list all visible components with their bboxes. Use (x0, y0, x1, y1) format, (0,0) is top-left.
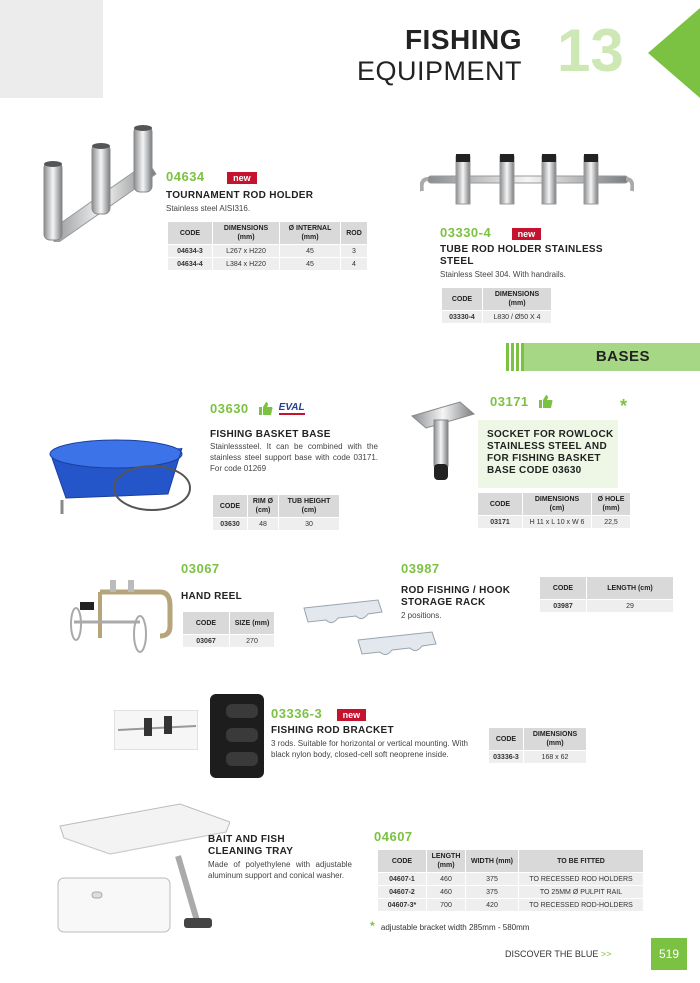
page-title (330, 24, 522, 86)
cell: L267 x H220 (213, 245, 279, 257)
fishing-basket-photo (42, 418, 198, 518)
footer-tagline-text: DISCOVER THE BLUE (505, 949, 599, 959)
cell: L830 / Ø50 X 4 (483, 311, 551, 323)
cell: 420 (466, 899, 518, 911)
thumbs-up-icon (259, 402, 273, 415)
col-header: CODE (442, 288, 482, 310)
table-row (378, 886, 643, 898)
product-code-03630: 03630 (210, 401, 249, 416)
col-header: CODE (378, 850, 426, 872)
cell: 03630 (213, 518, 247, 530)
col-header: DIMENSIONS (mm) (483, 288, 551, 310)
hand-reel-photo (70, 578, 174, 658)
product-desc-03630: Stainlesssteel. It can be combined with the stainless steel support base with code 03171. For code 01269 (210, 442, 378, 473)
spec-table-04634 (167, 221, 368, 271)
product-title-03336-3: FISHING ROD BRACKET (271, 725, 394, 736)
cell: 375 (466, 886, 518, 898)
new-badge: new (512, 228, 542, 240)
col-header: SIZE (mm) (230, 612, 274, 634)
table-row (540, 600, 673, 612)
spec-table-04607 (377, 849, 644, 912)
cell: 460 (427, 886, 465, 898)
table-row (378, 873, 643, 885)
cell: 168 x 62 (524, 751, 586, 763)
cell: 3 (341, 245, 367, 257)
chapter-arrow-shape (648, 8, 700, 98)
page-title-line2: EQUIPMENT (356, 56, 522, 86)
spec-table-03330-4 (441, 287, 552, 324)
cell: 48 (248, 518, 278, 530)
col-header: LENGTH (cm) (587, 577, 673, 599)
page-number-box (651, 938, 687, 970)
cell: 04634-4 (168, 258, 212, 270)
table-row (442, 311, 551, 323)
cell: 03171 (478, 516, 522, 528)
title-line: STORAGE RACK (401, 597, 486, 608)
page-number: 519 (658, 947, 680, 961)
product-title-04607 (208, 834, 293, 858)
product-desc-04607: Made of polyethylene with adjustable aluminum support and conical washer. (208, 860, 352, 880)
table-row (213, 518, 339, 530)
cleaning-tray-photo (50, 796, 230, 936)
table-row (378, 899, 643, 911)
footnote (370, 919, 529, 933)
cell: 4 (341, 258, 367, 270)
cell: 700 (427, 899, 465, 911)
table-row (489, 751, 586, 763)
header-grey-block (0, 0, 103, 98)
bases-section-bar (506, 343, 700, 371)
product-title-03630: FISHING BASKET BASE (210, 429, 331, 440)
product-title-03171: SOCKET FOR ROWLOCK STAINLESS STEEL AND FOR FISHING BASKET BASE CODE 03630 (487, 429, 614, 476)
rod-bracket-photo (206, 690, 268, 782)
cell: 45 (280, 245, 340, 257)
bases-label: BASES (595, 348, 650, 365)
product-code-03171: 03171 (490, 394, 529, 409)
cell: 30 (279, 518, 339, 530)
cell: H 11 x L 10 x W 6 (523, 516, 591, 528)
product-title-04634: TOURNAMENT ROD HOLDER (166, 190, 314, 201)
col-header: TUB HEIGHT (cm) (279, 495, 339, 517)
cell: 375 (466, 873, 518, 885)
cell: 29 (587, 600, 673, 612)
table-row (168, 258, 367, 270)
cell: 03067 (183, 635, 229, 647)
col-header: DIMENSIONS (cm) (523, 493, 591, 515)
cell: TO 25MM Ø PULPIT RAIL (519, 886, 643, 898)
cell: 03330-4 (442, 311, 482, 323)
col-header: Ø INTERNAL (mm) (280, 222, 340, 244)
product-code-03067: 03067 (181, 561, 220, 576)
rod-bracket-inset-photo (114, 710, 198, 750)
tournament-rod-holder-photo (38, 122, 162, 242)
col-header: ROD (341, 222, 367, 244)
title-line: BAIT AND FISH (208, 834, 285, 845)
cell: 03336-3 (489, 751, 523, 763)
cell: 45 (280, 258, 340, 270)
product-title-03987 (401, 585, 510, 609)
col-header: CODE (478, 493, 522, 515)
tube-rod-holder-photo (420, 150, 634, 210)
title-line: CLEANING TRAY (208, 846, 294, 857)
col-header: RIM Ø (cm) (248, 495, 278, 517)
cell: L384 x H220 (213, 258, 279, 270)
col-header: DIMENSIONS (mm) (524, 728, 586, 750)
spec-table-03067 (182, 611, 275, 648)
product-title-03330-4 (440, 244, 603, 268)
footer-tagline (505, 949, 611, 959)
table-row (168, 245, 367, 257)
col-header: CODE (540, 577, 586, 599)
thumbs-up-icon (539, 395, 553, 408)
rowlock-socket-photo (410, 398, 476, 486)
col-header: WIDTH (mm) (466, 850, 518, 872)
title-line: ROD FISHING / HOOK (401, 585, 511, 596)
product-code-03336-3: 03336-3 (271, 706, 323, 721)
table-row (478, 516, 630, 528)
page-title-line1: FISHING (404, 24, 522, 55)
product-code-04607: 04607 (374, 829, 413, 844)
cell: 04607-3* (378, 899, 426, 911)
footer-arrows: >> (600, 949, 612, 959)
table-row (183, 635, 274, 647)
col-header: TO BE FITTED (519, 850, 643, 872)
bar-stripes (506, 343, 524, 371)
product-title-03067: HAND REEL (181, 591, 243, 602)
cell: 04607-2 (378, 886, 426, 898)
cell: 460 (427, 873, 465, 885)
title-line: TUBE ROD HOLDER STAINLESS (440, 244, 603, 255)
spec-table-03630 (212, 494, 340, 531)
new-badge: new (337, 709, 367, 721)
spec-table-03336-3 (488, 727, 587, 764)
eval-logo: EVAL (278, 402, 305, 413)
chapter-number: 13 (557, 17, 624, 84)
spec-table-03987 (539, 576, 674, 613)
spec-table-03171 (477, 492, 631, 529)
cell: 03987 (540, 600, 586, 612)
product-code-04634: 04634 (166, 169, 205, 184)
col-header: CODE (213, 495, 247, 517)
star-mark: * (620, 396, 628, 416)
new-badge: new (227, 172, 257, 184)
cell: 22,5 (592, 516, 630, 528)
product-desc-03336-3: 3 rods. Suitable for horizontal or vertical mounting. With black nylon body, closed-cell soft neoprene inside. (271, 739, 468, 759)
product-desc-03987: 2 positions. (401, 611, 442, 620)
col-header: CODE (183, 612, 229, 634)
product-desc-04634: Stainless steel AISI316. (166, 204, 251, 213)
col-header: DIMENSIONS (mm) (213, 222, 279, 244)
footnote-star: * (370, 919, 375, 933)
cell: 04634-3 (168, 245, 212, 257)
footnote-text: adjustable bracket width 285mm - 580mm (380, 923, 530, 932)
title-line: STEEL (440, 256, 474, 267)
product-code-03987: 03987 (401, 561, 440, 576)
col-header: LENGTH (mm) (427, 850, 465, 872)
cell: TO RECESSED ROD-HOLDERS (519, 899, 643, 911)
cell: 270 (230, 635, 274, 647)
col-header: Ø HOLE (mm) (592, 493, 630, 515)
col-header: CODE (168, 222, 212, 244)
product-code-03330-4: 03330-4 (440, 225, 492, 240)
cell: 04607-1 (378, 873, 426, 885)
product-desc-03330-4: Stainless Steel 304. With handrails. (440, 270, 566, 279)
col-header: CODE (489, 728, 523, 750)
cell: TO RECESSED ROD HOLDERS (519, 873, 643, 885)
